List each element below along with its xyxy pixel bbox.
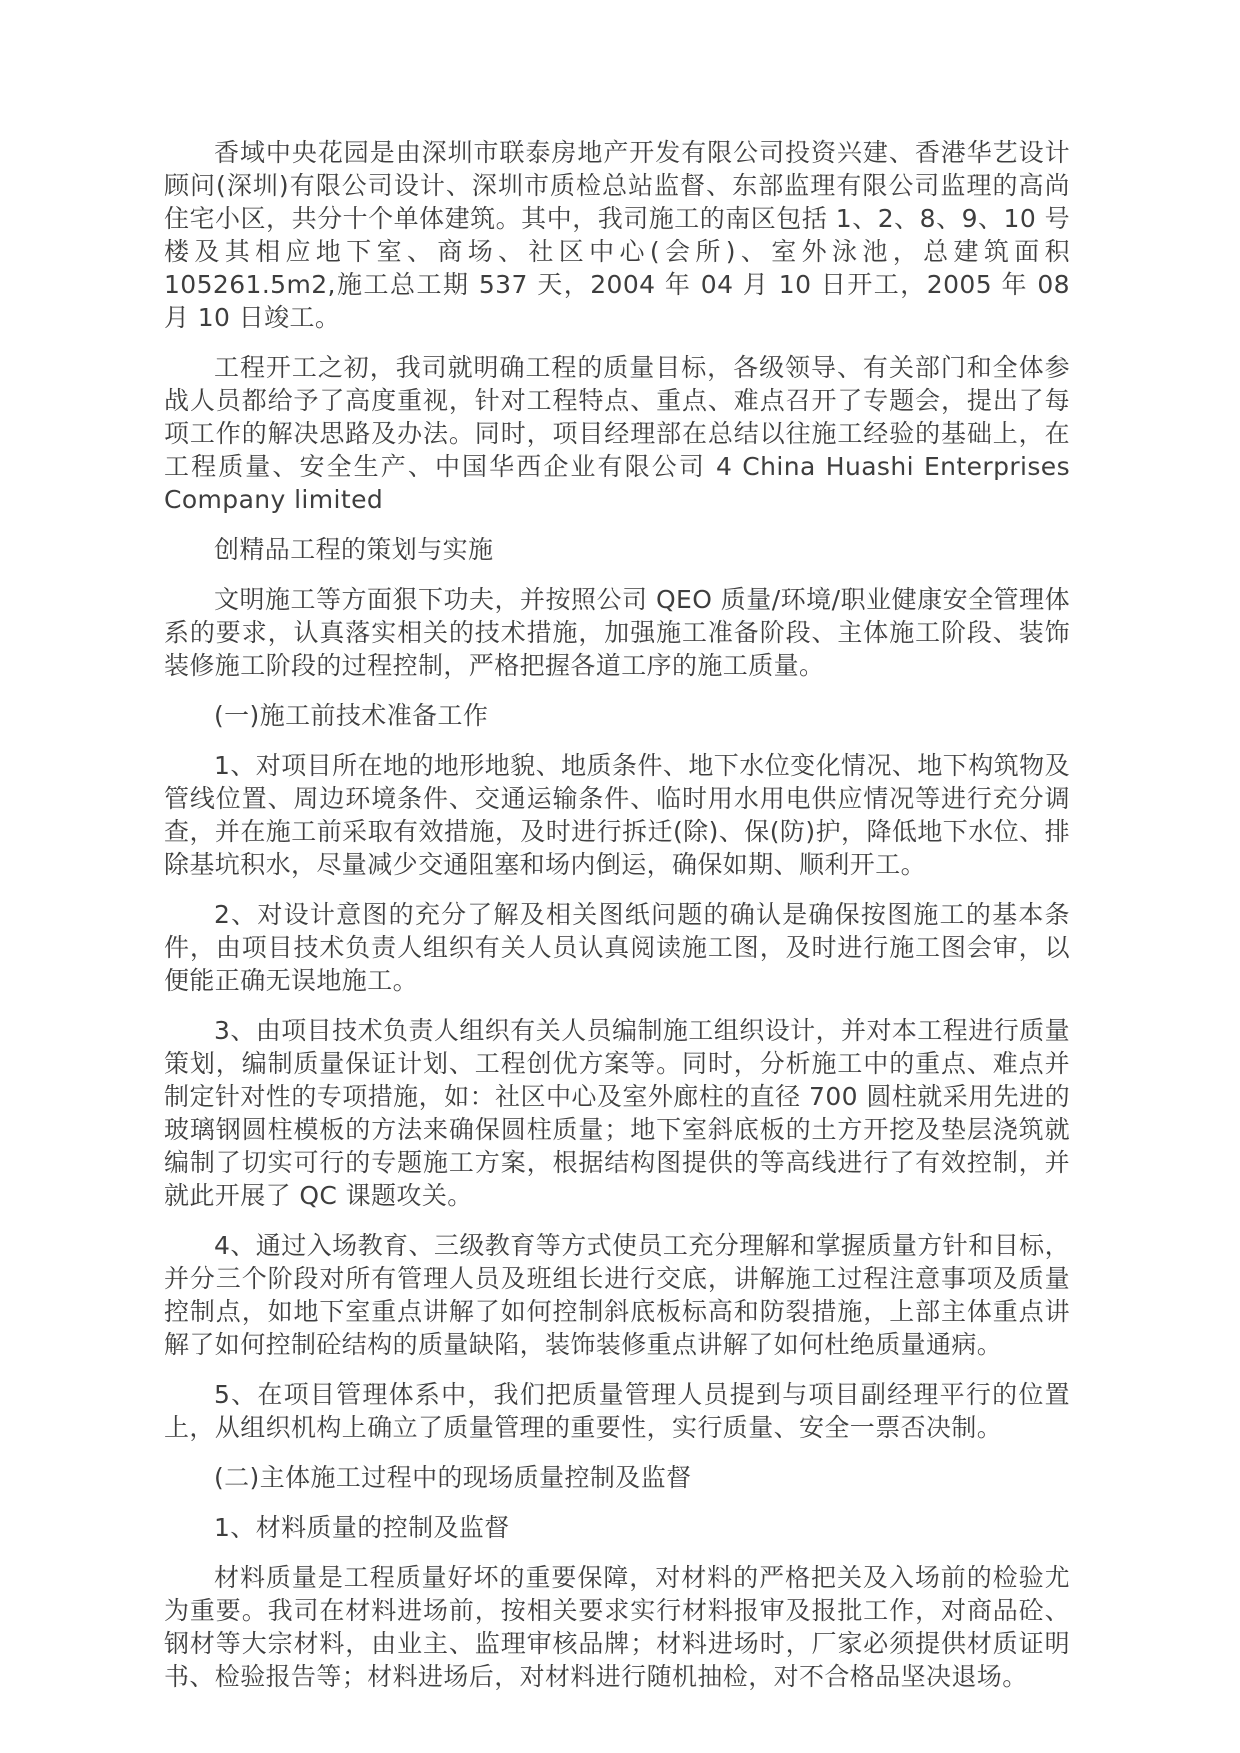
heading-material-quality-control: 1、材料质量的控制及监督	[214, 1513, 510, 1542]
paragraph-material-quality: 材料质量是工程质量好坏的重要保障，对材料的严格把关及入场前的检验尤为重要。我司在材料进场前，按相关要求实行材料报审及报批工作，对商品砼、钢材等大宗材料，由业主、监理审核品牌；材料进场时，厂家必须提供材质证明书、检验报告等；材料进场后，对材料进行随机抽检，对不合格品坚决退场。	[164, 1563, 1070, 1691]
paragraph-item4-training: 4、通过入场教育、三级教育等方式使员工充分理解和掌握质量方针和目标，并分三个阶段对所有管理人员及班组长进行交底，讲解施工过程注意事项及质量控制点，如地下室重点讲解了如何控制斜底板标高和防裂措施，上部主体重点讲解了如何控制砼结构的质量缺陷，装饰装修重点讲解了如何杜绝质量通病。	[164, 1231, 1070, 1359]
paragraph-qeo-system: 文明施工等方面狠下功夫，并按照公司 QEO 质量/环境/职业健康安全管理体系的要求，认真落实相关的技术措施，加强施工准备阶段、主体施工阶段、装饰装修施工阶段的过程控制，严格把握各道工序的施工质量。	[164, 585, 1070, 680]
paragraph-item2-drawing-review: 2、对设计意图的充分了解及相关图纸问题的确认是确保按图施工的基本条件，由项目技术负责人组织有关人员认真阅读施工图，及时进行施工图会审，以便能正确无误地施工。	[164, 900, 1070, 995]
heading-main-construction-quality-control: (二)主体施工过程中的现场质量控制及监督	[214, 1463, 692, 1492]
heading-pre-construction-preparation: (一)施工前技术准备工作	[214, 701, 489, 730]
paragraph-item5-management-system: 5、在项目管理体系中，我们把质量管理人员提到与项目副经理平行的位置上，从组织机构上确立了质量管理的重要性，实行质量、安全一票否决制。	[164, 1380, 1070, 1442]
heading-premium-project-planning: 创精品工程的策划与实施	[214, 535, 494, 564]
paragraph-quality-goals: 工程开工之初，我司就明确工程的质量目标，各级领导、有关部门和全体参战人员都给予了高度重视，针对工程特点、重点、难点召开了专题会，提出了每项工作的解决思路及办法。同时，项目经理部在总结以往施工经验的基础上，在工程质量、安全生产、中国华西企业有限公司 4 China Huashi Enterprises Company limited	[164, 353, 1070, 514]
paragraph-item3-construction-design: 3、由项目技术负责人组织有关人员编制施工组织设计，并对本工程进行质量策划，编制质量保证计划、工程创优方案等。同时，分析施工中的重点、难点并制定针对性的专项措施，如：社区中心及室外廊柱的直径 700 圆柱就采用先进的玻璃钢圆柱模板的方法来确保圆柱质量；地下室斜底板的土方开挖及垫层浇筑就编制了切实可行的专题施工方案，根据结构图提供的等高线进行了有效控制，并就此开展了 QC 课题攻关。	[164, 1016, 1070, 1210]
paragraph-item1-site-survey: 1、对项目所在地的地形地貌、地质条件、地下水位变化情况、地下构筑物及管线位置、周边环境条件、交通运输条件、临时用水用电供应情况等进行充分调查，并在施工前采取有效措施，及时进行拆迁(除)、保(防)护，降低地下水位、排除基坑积水，尽量减少交通阻塞和场内倒运，确保如期、顺利开工。	[164, 751, 1070, 879]
document-body	[164, 136, 1070, 1693]
paragraph-project-overview: 香域中央花园是由深圳市联泰房地产开发有限公司投资兴建、香港华艺设计顾问(深圳)有限公司设计、深圳市质检总站监督、东部监理有限公司监理的高尚住宅小区，共分十个单体建筑。其中，我司施工的南区包括 1、2、8、9、10 号楼及其相应地下室、商场、社区中心(会所)、室外泳池，总建筑面积 105261.5m2,施工总工期 537 天，2004 年 04 月 10 日开工，2005 年 08 月 10 日竣工。	[164, 138, 1070, 332]
